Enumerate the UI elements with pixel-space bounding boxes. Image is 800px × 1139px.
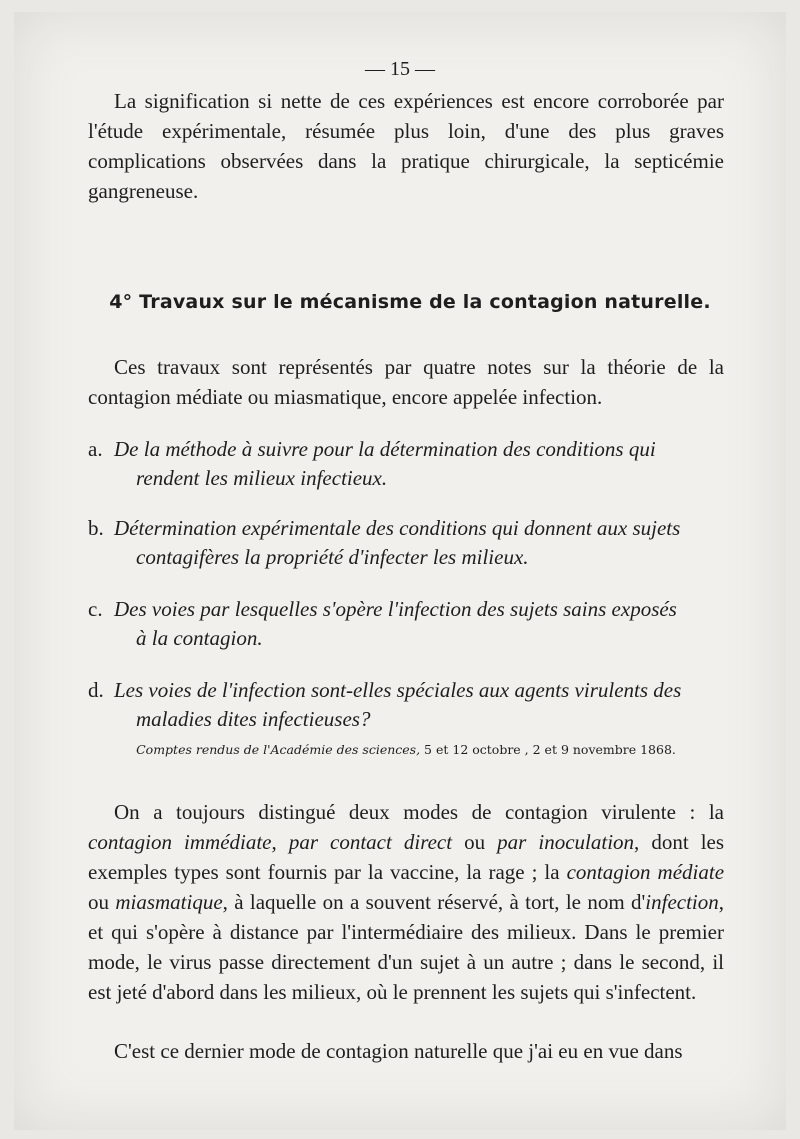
italic-run: contagion médiate (566, 860, 725, 884)
final-paragraph: C'est ce dernier mode de contagion naturelle que j'ai eu en vue dans (114, 1039, 683, 1063)
section-heading: 4° Travaux sur le mécanisme de la contagion naturelle. (109, 291, 711, 313)
italic-run: par contact direct (288, 830, 453, 854)
text-run: , dont les exemples types sont fournis par la vaccine, la rage ; la (88, 830, 725, 884)
note-title-line1: Des voies par lesquelles s'opère l'infection des sujets sains exposés (114, 597, 677, 621)
italic-run: par inoculation (497, 830, 635, 854)
note-c (88, 595, 724, 653)
note-title-line2: à la contagion. (136, 626, 263, 650)
note-title-line2: maladies dites infectieuses? (136, 707, 371, 731)
note-letter: b. (88, 516, 104, 540)
text-run: , (271, 830, 289, 854)
note-title-line1: Détermination expérimentale des conditions qui donnent aux sujets (114, 516, 681, 540)
text-run: ou (452, 830, 498, 854)
italic-run: miasmatique (115, 890, 223, 914)
note-title-line2: contagifères la propriété d'infecter les milieux. (136, 545, 529, 569)
note-a (88, 435, 724, 493)
text-run: ou (88, 890, 116, 914)
note-title-line1: Les voies de l'infection sont-elles spéciales aux agents virulents des (114, 678, 682, 702)
page-number: — 15 — (365, 58, 435, 80)
reference-citation (88, 742, 724, 757)
note-letter: c. (88, 597, 103, 621)
italic-run: infection (645, 890, 719, 914)
body-paragraph (88, 797, 724, 1007)
note-d (88, 676, 724, 734)
italic-run: contagion immédiate (88, 830, 272, 854)
reference-source: Comptes rendus de l'Académie des sciences, (136, 742, 421, 757)
note-b (88, 514, 724, 572)
note-title-line1: De la méthode à suivre pour la détermination des conditions qui (114, 437, 656, 461)
section-intro-paragraph: Ces travaux sont représentés par quatre notes sur la théorie de la contagion médiate ou miasmatique, encore appelée infection. (88, 355, 724, 409)
note-letter: d. (88, 678, 104, 702)
note-letter: a. (88, 437, 103, 461)
text-run: , et qui s'opère à distance par l'intermédiaire des milieux. Dans le premier mode, le virus passe directement d'un sujet à un autre ; dans le second, il est jeté d'abord dans les milieux, où le prennent les sujets qui s'infectent. (88, 890, 725, 1004)
text-run: On a toujours distingué deux modes de contagion virulente : la (114, 800, 724, 824)
text-run: , à laquelle on a souvent réservé, à tort, le nom d' (222, 890, 646, 914)
note-title-line2: rendent les milieux infectieux. (136, 466, 388, 490)
intro-paragraph: La signification si nette de ces expériences est encore corroborée par l'étude expérimentale, résumée plus loin, d'une des plus graves complications observées dans la pratique chirurgicale, la septicémie gangreneuse. (88, 89, 724, 203)
reference-dates: 5 et 12 octobre , 2 et 9 novembre 1868. (420, 742, 676, 757)
